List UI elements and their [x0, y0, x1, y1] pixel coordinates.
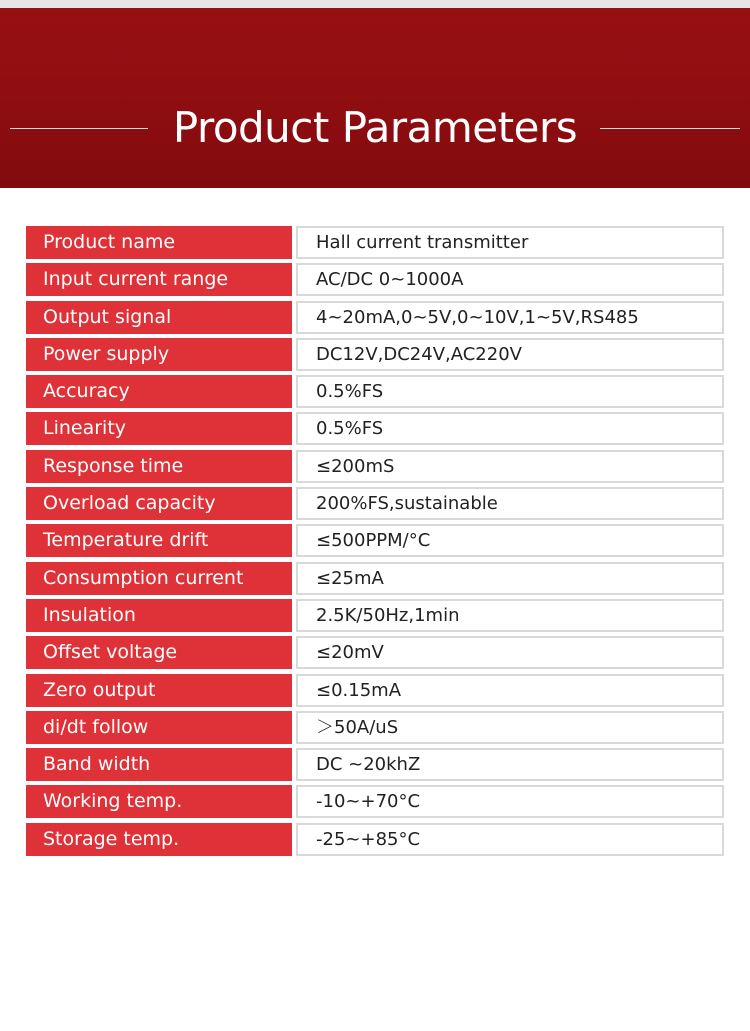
parameter-row	[26, 562, 724, 595]
parameter-label: Accuracy	[26, 375, 292, 408]
parameter-row	[26, 487, 724, 520]
parameter-label: Linearity	[26, 412, 292, 445]
parameter-label: Insulation	[26, 599, 292, 632]
parameter-value: 4~20mA,0~5V,0~10V,1~5V,RS485	[296, 301, 724, 334]
parameter-label: Power supply	[26, 338, 292, 371]
parameter-label: Offset voltage	[26, 636, 292, 669]
parameter-label: Storage temp.	[26, 823, 292, 856]
parameter-row	[26, 785, 724, 818]
parameter-label: Temperature drift	[26, 524, 292, 557]
top-strip	[0, 0, 750, 8]
parameter-value: DC ~20khZ	[296, 748, 724, 781]
parameter-row	[26, 599, 724, 632]
parameter-value: ≤500PPM/°C	[296, 524, 724, 557]
parameter-value: ≤0.15mA	[296, 674, 724, 707]
parameter-label: Working temp.	[26, 785, 292, 818]
parameter-row	[26, 412, 724, 445]
parameter-row	[26, 226, 724, 259]
parameter-value: 2.5K/50Hz,1min	[296, 599, 724, 632]
parameter-value: Hall current transmitter	[296, 226, 724, 259]
parameter-value: ≤20mV	[296, 636, 724, 669]
parameter-row	[26, 711, 724, 744]
parameter-value: ≤200mS	[296, 450, 724, 483]
parameter-label: Input current range	[26, 263, 292, 296]
parameter-value: 200%FS,sustainable	[296, 487, 724, 520]
parameter-value: DC12V,DC24V,AC220V	[296, 338, 724, 371]
parameter-label: di/dt follow	[26, 711, 292, 744]
parameter-value: -25~+85°C	[296, 823, 724, 856]
title-divider-right	[600, 128, 740, 129]
parameter-row	[26, 636, 724, 669]
parameter-label: Overload capacity	[26, 487, 292, 520]
page-title: Product Parameters	[172, 103, 578, 152]
parameter-value: AC/DC 0~1000A	[296, 263, 724, 296]
parameter-row	[26, 375, 724, 408]
parameter-row	[26, 301, 724, 334]
parameter-value: 0.5%FS	[296, 412, 724, 445]
parameter-label: Zero output	[26, 674, 292, 707]
parameter-label: Response time	[26, 450, 292, 483]
parameter-row	[26, 450, 724, 483]
parameter-value: 0.5%FS	[296, 375, 724, 408]
parameter-value: ＞50A/uS	[296, 711, 724, 744]
parameter-row	[26, 674, 724, 707]
parameter-label: Band width	[26, 748, 292, 781]
header-banner	[0, 8, 750, 188]
parameter-row	[26, 263, 724, 296]
parameter-label: Product name	[26, 226, 292, 259]
parameter-value: -10~+70°C	[296, 785, 724, 818]
parameter-row	[26, 338, 724, 371]
parameter-value: ≤25mA	[296, 562, 724, 595]
parameter-label: Consumption current	[26, 562, 292, 595]
parameter-row	[26, 748, 724, 781]
title-divider-left	[10, 128, 148, 129]
parameter-label: Output signal	[26, 301, 292, 334]
parameter-row	[26, 823, 724, 856]
parameters-table	[26, 226, 724, 860]
parameter-row	[26, 524, 724, 557]
